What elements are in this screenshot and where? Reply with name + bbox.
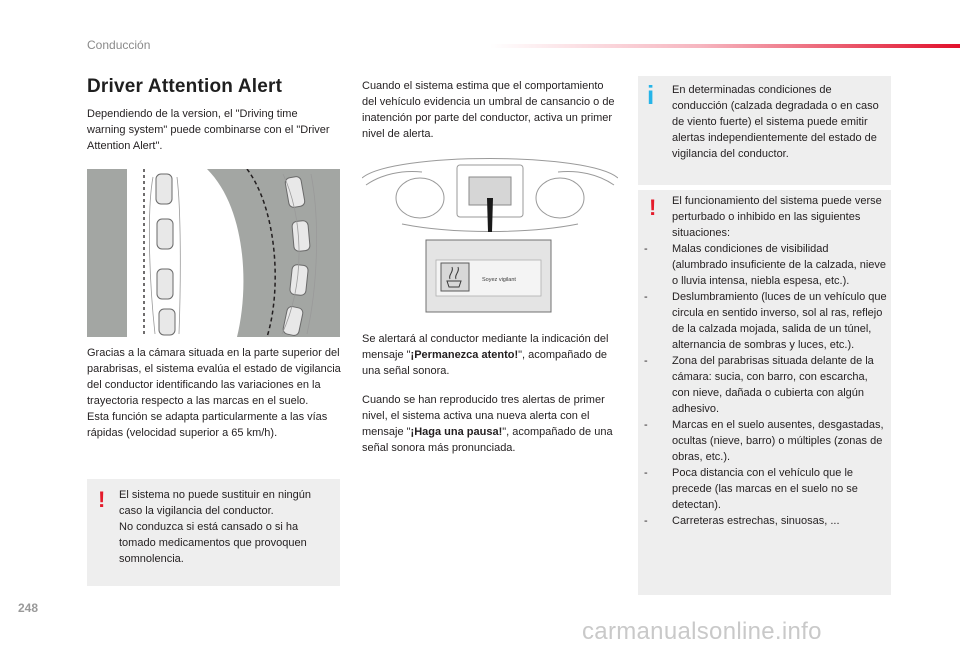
coffee-cup-icon xyxy=(441,263,469,291)
list-item: - Malas condiciones de visibilidad (alumbrado insuficiente de la calzada, nieve o lluvia intensa, niebla espesa, etc.). xyxy=(644,243,887,287)
list-item: - Marcas en el suelo ausentes, desgastadas, ocultas (nieve, barro) o múltiples (zonas de obras, etc.). xyxy=(644,419,884,463)
page-title: Driver Attention Alert xyxy=(87,76,283,97)
message-permanezca-atento: ¡Permanezca atento! xyxy=(410,349,519,361)
list-item: - Poca distancia con el vehículo que le precede (las marcas en el suelo no se detectan). xyxy=(644,467,858,511)
conditions-list xyxy=(641,241,887,529)
alert-intro-paragraph: Cuando el sistema estima que el comportamiento del vehículo evidencia un umbral de cansancio o de inatención por parte del conductor, activa un primer nivel de alerta. xyxy=(362,80,615,140)
warning-conditions-intro: El funcionamiento del sistema puede verse perturbado o inhibido en las siguientes situaciones: xyxy=(672,195,882,239)
page-number: 248 xyxy=(18,601,39,615)
watermark: carmanualsonline.info xyxy=(582,618,822,645)
warning-box-conditions-text xyxy=(644,193,887,529)
first-alert-paragraph: Se alertará al conductor mediante la indicación del mensaje "¡Permanezca atento!", acompañado de una señal sonora. xyxy=(362,333,609,377)
display-message-text: Soyez vigilant xyxy=(482,277,516,283)
warning-exclamation-icon: ! xyxy=(98,487,106,512)
warning-box-sleep-text: El sistema no puede sustituir en ningún caso la vigilancia del conductor. No conduzca si está cansado o si ha tomado medicamentos que provoquen somnolencia. xyxy=(119,489,312,565)
info-box-text: En determinadas condiciones de conducción (calzada degradada o en caso de viento fuerte) el sistema puede emitir alertas independientemente del estado de vigilancia del conductor. xyxy=(672,84,879,160)
speed-paragraph: Esta función se adapta particularmente a las vías rápidas (velocidad superior a 65 km/h). xyxy=(87,411,328,439)
intro-paragraph: Dependiendo de la version, el "Driving time warning system" puede combinarse con el "Driver Attention Alert". xyxy=(87,108,330,152)
list-item: - Carreteras estrechas, sinuosas, ... xyxy=(644,515,840,527)
warning-exclamation-icon-conditions: ! xyxy=(649,195,657,220)
info-icon: i xyxy=(647,80,655,110)
list-item: - Zona del parabrisas situada delante de la cámara: sucia, con barro, con escarcha, con nieve, dañada o cubierta con algún adhesivo. xyxy=(644,355,874,415)
lane-drift-diagram xyxy=(87,169,340,337)
instrument-cluster-illustration xyxy=(362,150,618,320)
section-header: Conducción xyxy=(87,38,151,52)
second-alert-paragraph: Cuando se han reproducido tres alertas de primer nivel, el sistema activa una nueva alerta con el mensaje "¡Haga una pausa!", acompañado de una señal sonora más pronunciada. xyxy=(362,394,613,454)
message-haga-una-pausa: ¡Haga una pausa! xyxy=(410,426,503,438)
list-item: - Deslumbramiento (luces de un vehículo que circula en sentido inverso, sol al ras, reflejo de la calzada mojada, salida de un túnel, alternancia de sombras y luces, etc.). xyxy=(644,291,887,351)
header-accent-bar xyxy=(490,44,960,48)
camera-paragraph: Gracias a la cámara situada en la parte superior del parabrisas, el sistema evalúa el estado de vigilancia del conductor identificando las variaciones en la trayectoria respecto a las marcas en el suelo. xyxy=(87,347,341,407)
